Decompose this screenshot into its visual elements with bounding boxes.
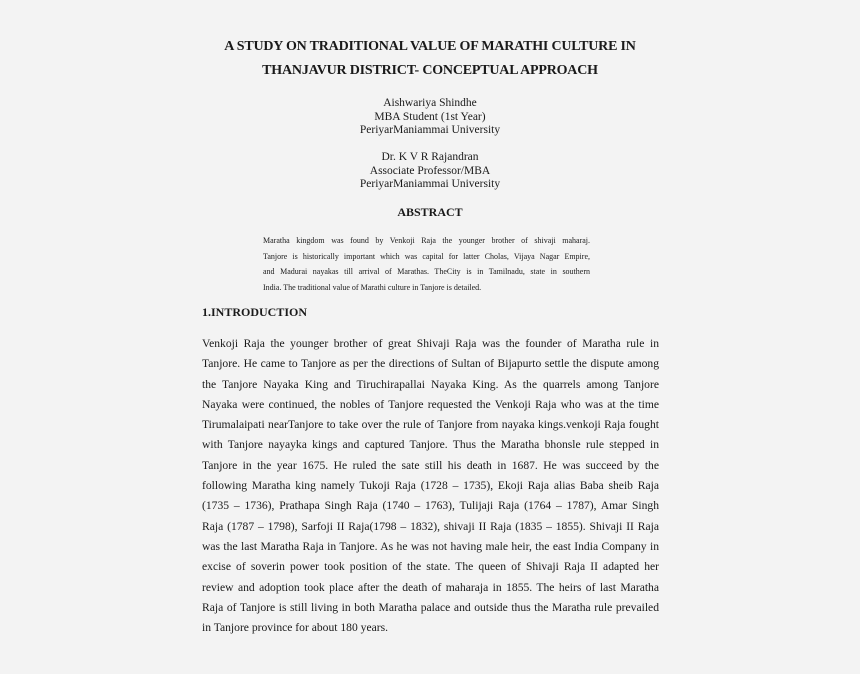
body-line: was the last Maratha Raja in Tanjore. As he was not having male heir, the east India Company in <box>202 539 659 553</box>
body-line: Raja of Tanjore is still living in both Maratha palace and outside thus the Maratha rule prevailed <box>202 600 659 614</box>
author-role: MBA Student (1st Year) <box>374 110 486 123</box>
body-line: Tanjore in the year 1675. He ruled the sate still his death in 1687. He was succeed by the <box>202 458 659 472</box>
body-line: with Tanjore nayayka kings and captured Tanjore. Thus the Maratha bhonsle rule stepped in <box>202 438 659 452</box>
abstract-line: and Madurai nayakas till arrival of Marathas. TheCity is in Tamilnadu, state in southern <box>263 267 590 276</box>
introduction-text <box>202 334 659 638</box>
body-line: in Tanjore province for about 180 years. <box>202 621 389 635</box>
body-line: Raja (1787 – 1798), Sarfoji II Raja(1798 – 1832), shivaji II Raja (1835 – 1855). Shivaji II Raja <box>202 519 659 533</box>
abstract-text <box>263 233 590 295</box>
abstract-line: India. The traditional value of Marathi culture in Tanjore is detailed. <box>263 282 482 292</box>
body-line: Venkoji Raja the younger brother of great Shivaji Raja was the founder of Maratha rule in <box>202 337 659 350</box>
section-heading-introduction: 1.INTRODUCTION <box>202 305 308 319</box>
paper-title-line-2: THANJAVUR DISTRICT- CONCEPTUAL APPROACH <box>262 63 598 78</box>
abstract-line: Maratha kingdom was found by Venkoji Raja the younger brother of shivaji maharaj. <box>263 236 590 245</box>
author-role: Associate Professor/MBA <box>369 164 491 177</box>
body-line: Nayaka were continued, the nobles of Tanjore requested the Venkoji Raja who was at the time <box>202 397 659 411</box>
paper-title-line-1: A STUDY ON TRADITIONAL VALUE OF MARATHI CULTURE IN <box>224 39 636 54</box>
author-name: Aishwariya Shindhe <box>383 97 477 109</box>
author-affiliation: PeriyarManiammai University <box>359 178 501 190</box>
body-line: following Maratha king namely Tukoji Raja (1728 – 1735), Ekoji Raja alias Baba sheib Raja <box>202 479 659 493</box>
author-name: Dr. K V R Rajandran <box>381 151 479 163</box>
body-line: the Tanjore Nayaka King and Tiruchirapallai Nayaka King. As the quarrels among Tanjore <box>202 377 659 391</box>
author-block-2 <box>0 151 860 192</box>
abstract-heading: ABSTRACT <box>397 205 463 219</box>
abstract-line: Tanjore is historically important which was capital for latter Cholas, Vijaya Nagar Empire, <box>263 251 590 261</box>
author-block-1 <box>0 97 860 138</box>
body-line: (1735 – 1736), Prathapa Singh Raja (1740 – 1763), Tulijaji Raja (1764 – 1787), Amar Singh <box>202 499 659 513</box>
body-line: Tanjore. He came to Tanjore as per the directions of Sultan of Bijapurto settle the dispute among <box>202 357 659 371</box>
body-line: Tirumalaipati nearTanjore to take over the rule of Tanjore from nayaka kings.venkoji Raja fought <box>202 418 659 432</box>
author-affiliation: PeriyarManiammai University <box>359 124 501 136</box>
body-line: review and adoption took place after the death of maharaja in 1855. The heirs of last Maratha <box>202 580 659 594</box>
body-line: excise of soverin power took position of the state. The queen of Shivaji Raja II adapted her <box>202 560 659 574</box>
